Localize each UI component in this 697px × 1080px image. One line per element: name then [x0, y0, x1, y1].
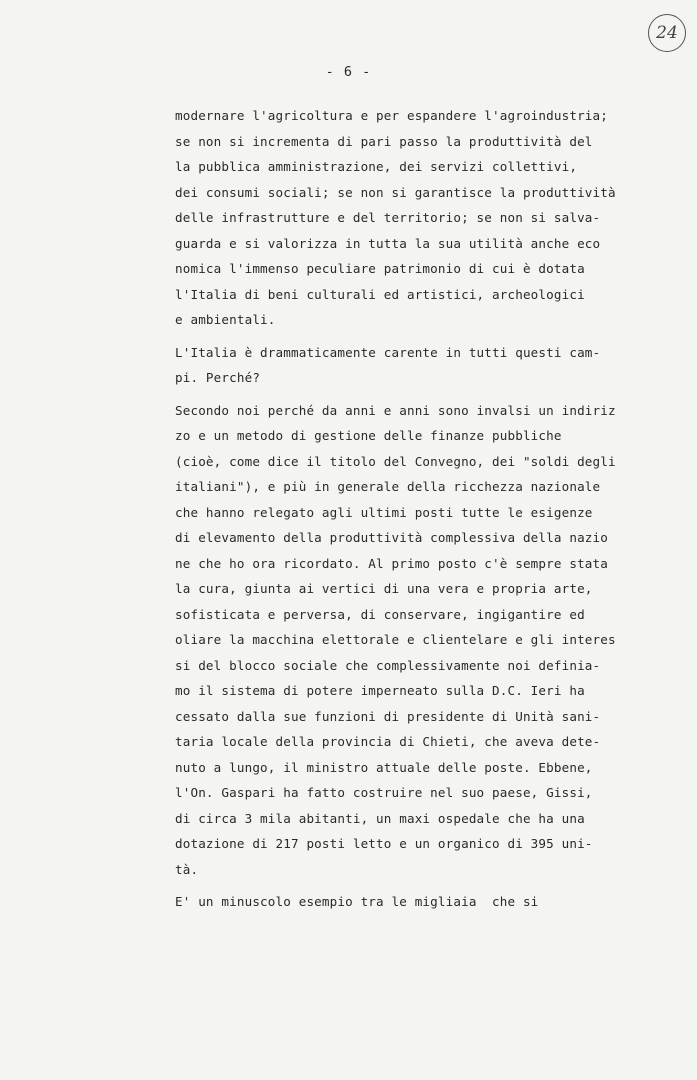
text-line: cessato dalla sue funzioni di presidente di Unità sani-: [175, 708, 601, 724]
text-line: ne che ho ora ricordato. Al primo posto c'è sempre stata: [175, 555, 608, 571]
text-line: L'Italia è drammaticamente carente in tutti questi cam-: [175, 344, 601, 360]
paragraph: [175, 889, 655, 915]
body-text: [175, 103, 655, 915]
text-line: l'On. Gaspari ha fatto costruire nel suo paese, Gissi,: [175, 785, 593, 800]
text-line: taria locale della provincia di Chieti, che aveva dete-: [175, 734, 601, 749]
text-line: sofisticata e perversa, di conservare, ingigantire ed: [175, 606, 585, 622]
text-line: si del blocco sociale che complessivamente noi definia-: [175, 657, 601, 673]
text-line: guarda e si valorizza in tutta la sua utilità anche eco: [175, 235, 601, 251]
page-number: - 6 -: [325, 64, 372, 80]
text-line: nuto a lungo, il ministro attuale delle poste. Ebbene,: [175, 759, 593, 775]
text-line: zo e un metodo di gestione delle finanze pubbliche: [175, 428, 562, 443]
text-line: italiani"), e più in generale della ricchezza nazionale: [175, 479, 601, 494]
text-line: l'Italia di beni culturali ed artistici, archeologici: [175, 286, 585, 302]
paragraph-gap: [175, 333, 655, 340]
paragraph-gap: [175, 882, 655, 889]
text-line: Secondo noi perché da anni e anni sono invalsi un indiriz: [175, 402, 616, 418]
text-line: oliare la macchina elettorale e clientelare e gli interes: [175, 632, 616, 647]
paragraph: [175, 398, 655, 883]
text-line: e ambientali.: [175, 312, 276, 327]
page-stamp: 24: [648, 14, 686, 52]
text-line: tà.: [175, 861, 199, 877]
text-line: (cioè, come dice il titolo del Convegno, dei "soldi degli: [175, 453, 616, 469]
paragraph: [175, 340, 655, 391]
text-line: dotazione di 217 posti letto e un organico di 395 uni-: [175, 836, 593, 851]
paragraph: [175, 103, 655, 333]
text-line: pi. Perché?: [175, 370, 261, 385]
text-line: che hanno relegato agli ultimi posti tutte le esigenze: [175, 504, 593, 520]
text-line: modernare l'agricoltura e per espandere l'agroindustria;: [175, 108, 608, 123]
text-line: nomica l'immenso peculiare patrimonio di cui è dotata: [175, 261, 585, 276]
text-line: dei consumi sociali; se non si garantisce la produttività: [175, 184, 616, 200]
paragraph-gap: [175, 391, 655, 398]
text-line: di elevamento della produttività complessiva della nazio: [175, 530, 608, 545]
text-line: la cura, giunta ai vertici di una vera e propria arte,: [175, 581, 593, 596]
text-line: la pubblica amministrazione, dei servizi collettivi,: [175, 159, 578, 174]
text-line: mo il sistema di potere imperneato sulla D.C. Ieri ha: [175, 683, 585, 698]
text-line: delle infrastrutture e del territorio; se non si salva-: [175, 210, 601, 225]
text-line: di circa 3 mila abitanti, un maxi ospedale che ha una: [175, 810, 585, 826]
text-line: E' un minuscolo esempio tra le migliaia che si: [175, 894, 539, 909]
text-line: se non si incrementa di pari passo la produttività del: [175, 133, 593, 149]
